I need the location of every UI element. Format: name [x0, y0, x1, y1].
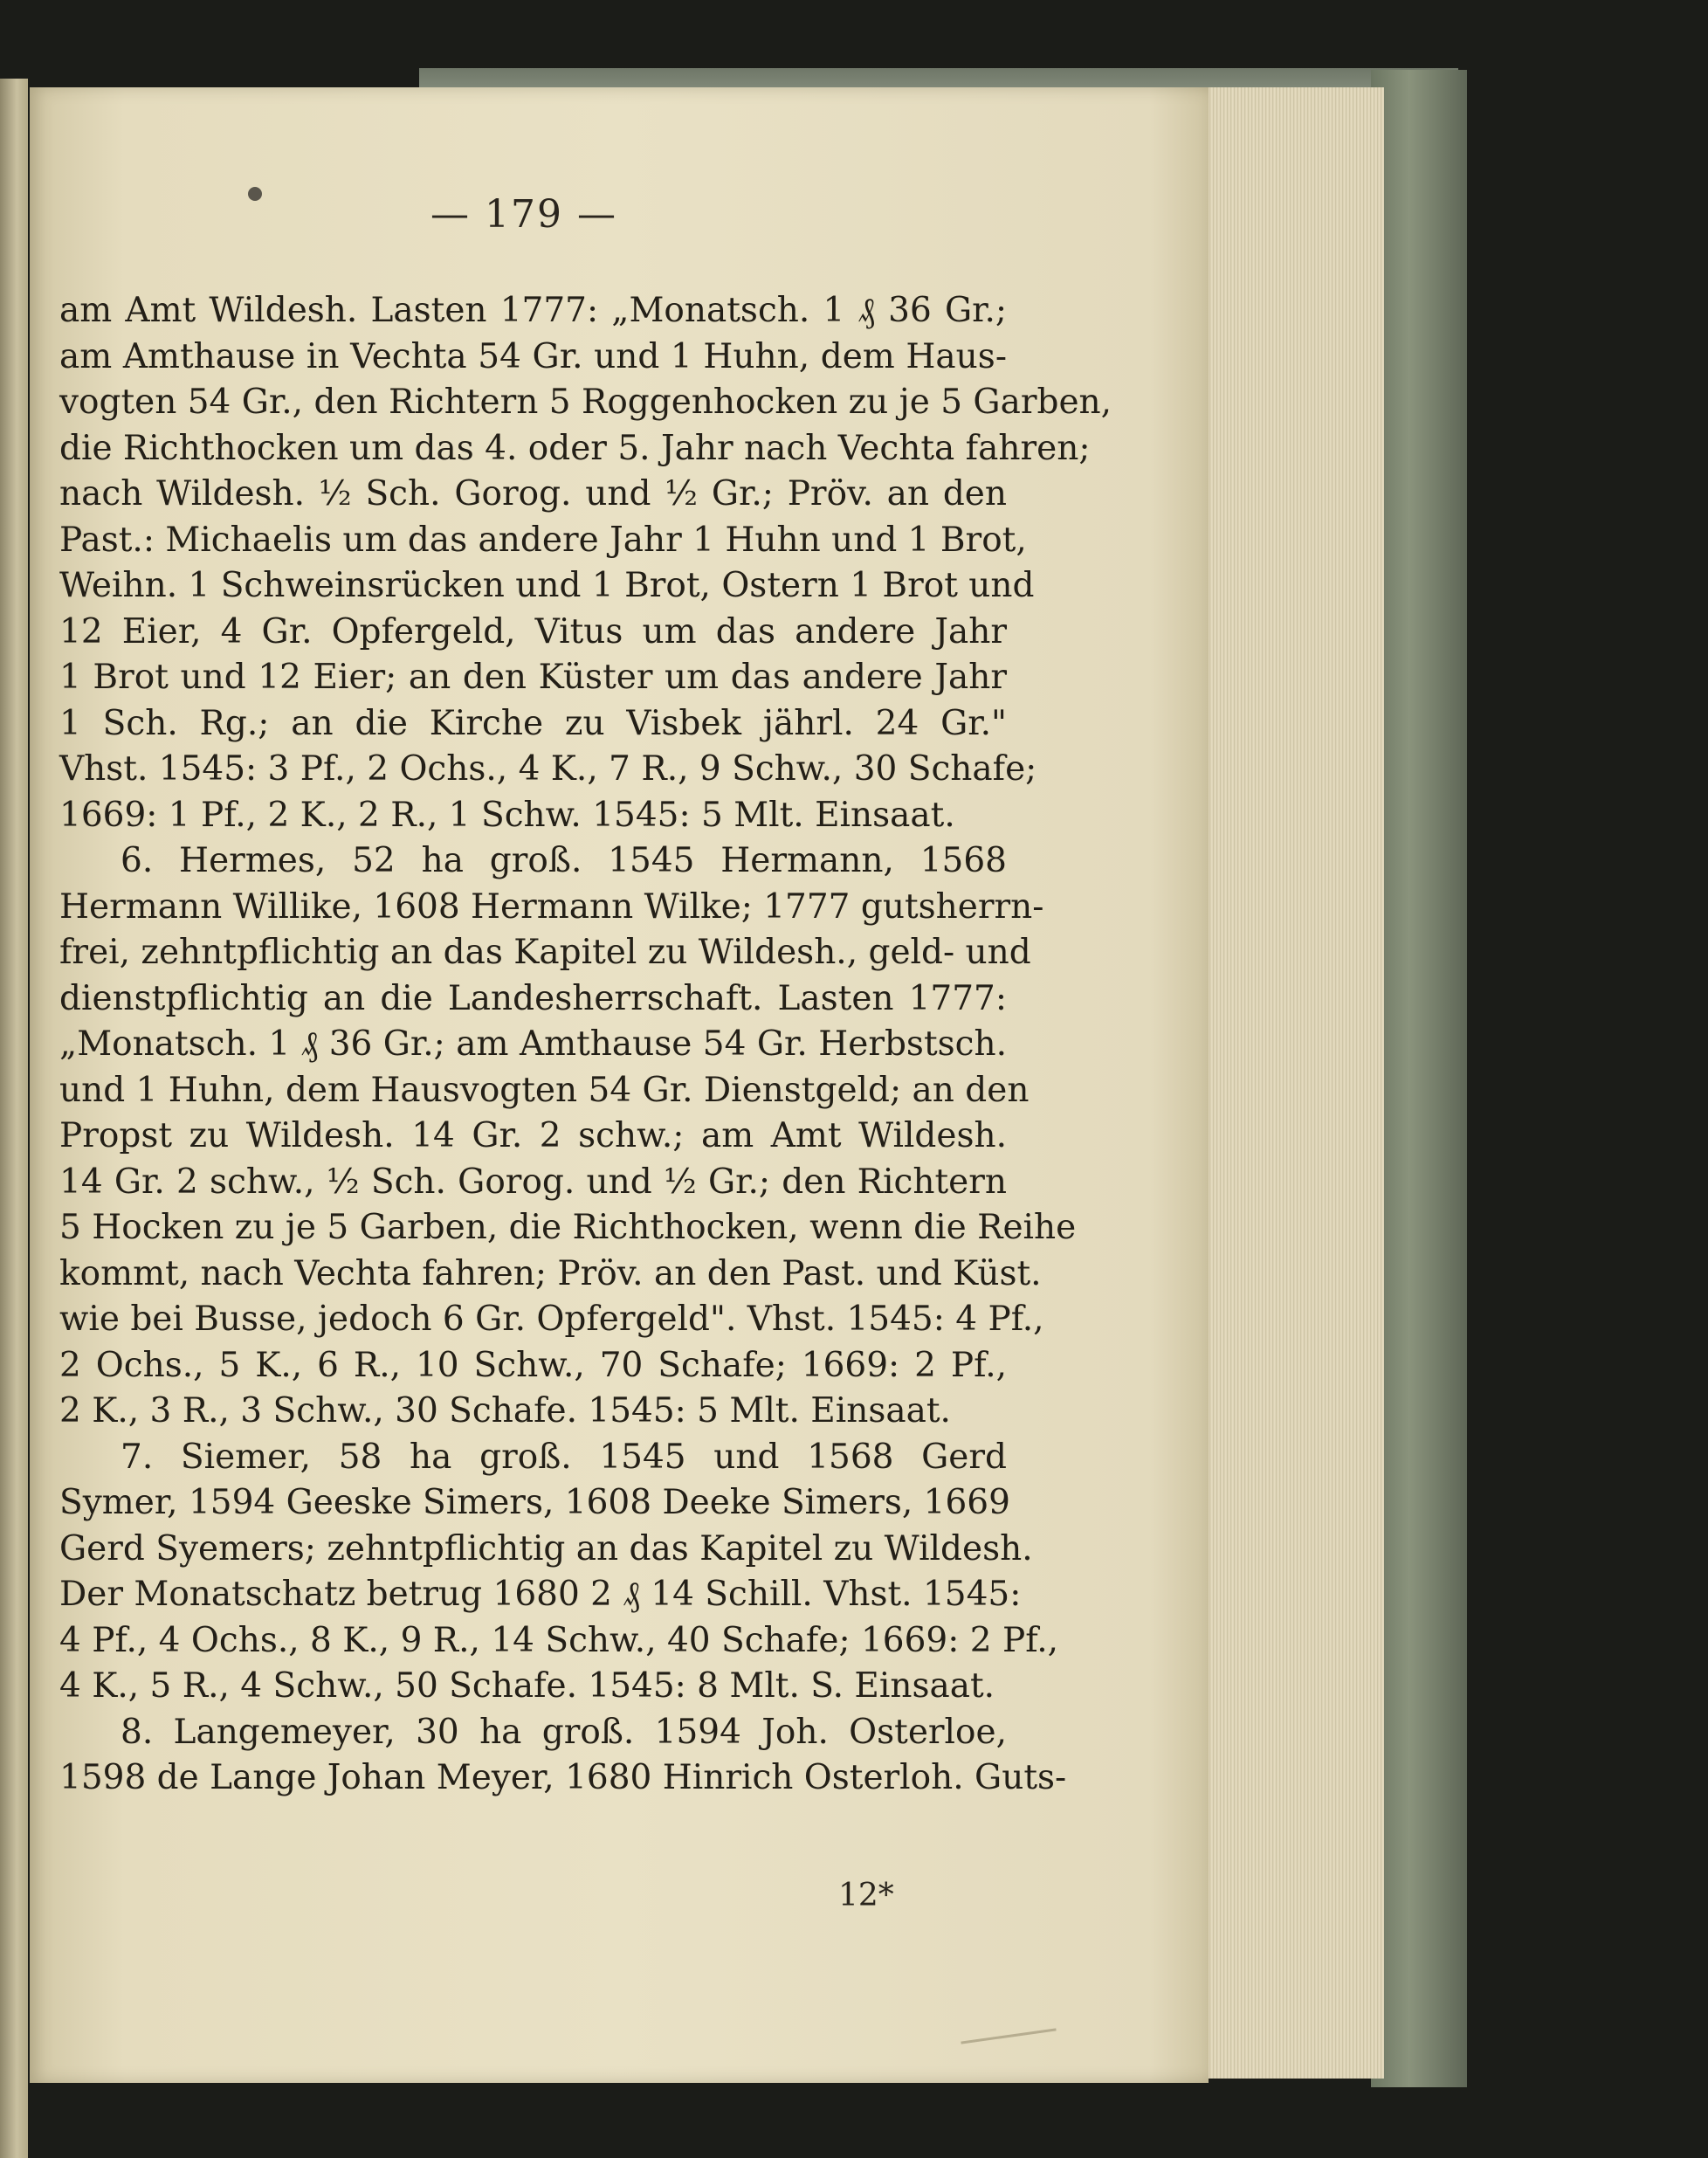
- text-line: 8. Langemeyer, 30 ha groß. 1594 Joh. Osterloe,: [121, 1712, 1007, 1752]
- text-line: 2 Ochs., 5 K., 6 R., 10 Schw., 70 Schafe; 1669: 2 Pf.,: [59, 1345, 1007, 1385]
- signature-mark: 12*: [838, 1878, 894, 1913]
- text-line: 1669: 1 Pf., 2 K., 2 R., 1 Schw. 1545: 5 Mlt. Einsaat.: [59, 795, 955, 835]
- text-line: Past.: Michaelis um das andere Jahr 1 Huhn und 1 Brot,: [59, 520, 1027, 560]
- text-line: dienstpflichtig an die Landesherrschaft. Lasten 1777:: [59, 978, 1007, 1018]
- text-line: 6. Hermes, 52 ha groß. 1545 Hermann, 1568: [121, 841, 1007, 880]
- text-line: Symer, 1594 Geeske Simers, 1608 Deeke Simers, 1669: [59, 1483, 1010, 1522]
- text-line: am Amt Wildesh. Lasten 1777: „Monatsch. 1 ₰ 36 Gr.;: [59, 291, 1007, 330]
- text-line: nach Wildesh. ½ Sch. Gorog. und ½ Gr.; Pröv. an den: [59, 474, 1007, 514]
- text-line: 1598 de Lange Johan Meyer, 1680 Hinrich Osterloh. Guts-: [59, 1758, 1067, 1797]
- text-line: 7. Siemer, 58 ha groß. 1545 und 1568 Gerd: [121, 1437, 1007, 1477]
- adjacent-page-edge: [0, 79, 28, 2158]
- text-line: frei, zehntpflichtig an das Kapitel zu Wildesh., geld- und: [59, 933, 1031, 972]
- page-stack-edges: [1196, 87, 1384, 2079]
- text-line: 14 Gr. 2 schw., ½ Sch. Gorog. und ½ Gr.; den Richtern: [59, 1162, 1007, 1202]
- text-line: 4 Pf., 4 Ochs., 8 K., 9 R., 14 Schw., 40 Schafe; 1669: 2 Pf.,: [59, 1620, 1059, 1660]
- text-line: „Monatsch. 1 ₰ 36 Gr.; am Amthause 54 Gr. Herbstsch.: [59, 1024, 1007, 1064]
- ink-spot: [248, 187, 262, 201]
- text-line: Der Monatschatz betrug 1680 2 ₰ 14 Schill. Vhst. 1545:: [59, 1575, 1022, 1614]
- text-line: Weihn. 1 Schweinsrücken und 1 Brot, Ostern 1 Brot und: [59, 566, 1035, 605]
- text-line: Vhst. 1545: 3 Pf., 2 Ochs., 4 K., 7 R., 9 Schw., 30 Schafe;: [59, 749, 1037, 789]
- text-line: am Amthause in Vechta 54 Gr. und 1 Huhn, dem Haus-: [59, 336, 1007, 376]
- text-line: vogten 54 Gr., den Richtern 5 Roggenhocken zu je 5 Garben,: [59, 383, 1112, 422]
- text-line: Hermann Willike, 1608 Hermann Wilke; 1777 gutsherrn-: [59, 886, 1044, 927]
- page-body-text: [59, 288, 1112, 1802]
- text-line: 1 Sch. Rg.; an die Kirche zu Visbek jährl. 24 Gr.": [59, 703, 1007, 743]
- text-line: 2 K., 3 R., 3 Schw., 30 Schafe. 1545: 5 Mlt. Einsaat.: [59, 1391, 951, 1431]
- text-line: kommt, nach Vechta fahren; Pröv. an den Past. und Küst.: [59, 1253, 1042, 1293]
- text-line: 1 Brot und 12 Eier; an den Küster um das andere Jahr: [59, 658, 1007, 697]
- text-line: 5 Hocken zu je 5 Garben, die Richthocken, wenn die Reihe: [59, 1208, 1077, 1247]
- text-line: 4 K., 5 R., 4 Schw., 50 Schafe. 1545: 8 Mlt. S. Einsaat.: [59, 1666, 995, 1706]
- text-line: 12 Eier, 4 Gr. Opfergeld, Vitus um das andere Jahr: [59, 611, 1007, 652]
- text-line: Gerd Syemers; zehntpflichtig an das Kapitel zu Wildesh.: [59, 1528, 1033, 1569]
- text-line: und 1 Huhn, dem Hausvogten 54 Gr. Dienstgeld; an den: [59, 1070, 1030, 1110]
- text-line: die Richthocken um das 4. oder 5. Jahr nach Vechta fahren;: [59, 428, 1091, 468]
- book-cover-right: [1371, 70, 1467, 2087]
- text-line: Propst zu Wildesh. 14 Gr. 2 schw.; am Amt Wildesh.: [59, 1116, 1007, 1155]
- text-line: wie bei Busse, jedoch 6 Gr. Opfergeld". Vhst. 1545: 4 Pf.,: [59, 1300, 1044, 1339]
- page-number-header: — 179 —: [430, 192, 617, 237]
